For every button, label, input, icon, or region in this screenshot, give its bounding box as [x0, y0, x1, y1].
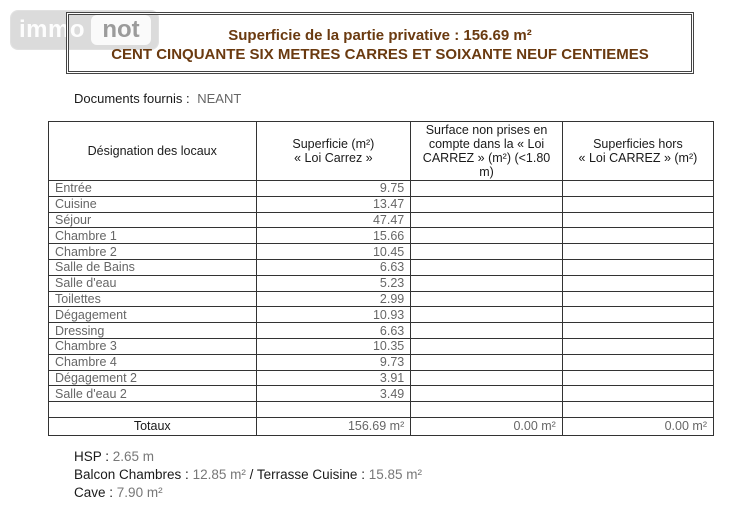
non-prises-value — [411, 323, 563, 339]
cave-line — [74, 484, 422, 502]
room-name: Dégagement — [49, 307, 257, 323]
cave-value: 7.90 m² — [116, 485, 163, 500]
hors-value — [562, 181, 713, 197]
room-name: Chambre 1 — [49, 228, 257, 244]
table-row — [49, 291, 714, 307]
table-row — [49, 212, 714, 228]
carrez-value: 9.73 — [256, 354, 411, 370]
header-carrez: Superficie (m²) « Loi Carrez » — [256, 122, 411, 181]
hsp-label: HSP : — [74, 449, 110, 464]
page-subtitle: CENT CINQUANTE SIX METRES CARRES ET SOIXANTE NEUF CENTIEMES — [111, 46, 649, 63]
table-row — [49, 402, 714, 418]
hors-value — [562, 212, 713, 228]
hors-value — [562, 196, 713, 212]
non-prises-value — [411, 196, 563, 212]
table-row — [49, 307, 714, 323]
totals-row — [49, 417, 714, 435]
totals-hors: 0.00 m² — [562, 417, 713, 435]
hors-value — [562, 386, 713, 402]
totals-label: Totaux — [49, 417, 257, 435]
carrez-value: 6.63 — [256, 323, 411, 339]
balcon-value: 12.85 m² — [192, 467, 246, 482]
room-name: Cuisine — [49, 196, 257, 212]
hors-value — [562, 291, 713, 307]
table-row — [49, 259, 714, 275]
totals-non-prises: 0.00 m² — [411, 417, 563, 435]
non-prises-value — [411, 354, 563, 370]
hors-value — [562, 307, 713, 323]
separator: / — [249, 467, 254, 482]
non-prises-value — [411, 402, 563, 418]
header-non-prises: Surface non prises en compte dans la « Loi CARREZ » (m²) (<1.80 m) — [411, 122, 563, 181]
carrez-value: 10.45 — [256, 244, 411, 260]
page-title: Superficie de la partie privative : 156.69 m² — [228, 27, 532, 44]
room-name: Dégagement 2 — [49, 370, 257, 386]
hors-value — [562, 259, 713, 275]
carrez-value: 10.93 — [256, 307, 411, 323]
non-prises-value — [411, 228, 563, 244]
hors-value — [562, 275, 713, 291]
table-row — [49, 354, 714, 370]
hors-value — [562, 354, 713, 370]
table-row — [49, 386, 714, 402]
hsp-value: 2.65 m — [112, 449, 155, 464]
extras-block — [74, 448, 422, 502]
totals-carrez: 156.69 m² — [256, 417, 411, 435]
carrez-value: 47.47 — [256, 212, 411, 228]
carrez-value: 3.91 — [256, 370, 411, 386]
room-name: Séjour — [49, 212, 257, 228]
header-designation: Désignation des locaux — [49, 122, 257, 181]
table-row — [49, 196, 714, 212]
non-prises-value — [411, 244, 563, 260]
table-row — [49, 181, 714, 197]
room-name: Toilettes — [49, 291, 257, 307]
table-header-row — [49, 122, 714, 181]
non-prises-value — [411, 338, 563, 354]
non-prises-value — [411, 259, 563, 275]
non-prises-value — [411, 370, 563, 386]
table-row — [49, 244, 714, 260]
room-name: Salle de Bains — [49, 259, 257, 275]
carrez-value: 15.66 — [256, 228, 411, 244]
carrez-value: 6.63 — [256, 259, 411, 275]
documents-label: Documents fournis : — [74, 91, 190, 106]
room-name — [49, 402, 257, 418]
non-prises-value — [411, 307, 563, 323]
non-prises-value — [411, 181, 563, 197]
hsp-line — [74, 448, 422, 466]
room-name: Chambre 2 — [49, 244, 257, 260]
hors-value — [562, 244, 713, 260]
documents-line — [74, 91, 241, 106]
hors-value — [562, 338, 713, 354]
table-row — [49, 228, 714, 244]
carrez-value: 5.23 — [256, 275, 411, 291]
header-hors: Superficies hors « Loi CARREZ » (m²) — [562, 122, 713, 181]
non-prises-value — [411, 275, 563, 291]
terrasse-label: Terrasse Cuisine : — [256, 467, 365, 482]
table-row — [49, 275, 714, 291]
balcon-label: Balcon Chambres : — [74, 467, 189, 482]
terrasse-value: 15.85 m² — [368, 467, 422, 482]
room-name: Salle d'eau 2 — [49, 386, 257, 402]
cave-label: Cave : — [74, 485, 114, 500]
watermark-text-not: not — [91, 15, 151, 45]
non-prises-value — [411, 212, 563, 228]
carrez-value: 9.75 — [256, 181, 411, 197]
carrez-value — [256, 402, 411, 418]
balcon-terrasse-line — [74, 466, 422, 484]
hors-value — [562, 323, 713, 339]
non-prises-value — [411, 291, 563, 307]
table-row — [49, 338, 714, 354]
hors-value — [562, 402, 713, 418]
table-row — [49, 370, 714, 386]
room-name: Chambre 4 — [49, 354, 257, 370]
room-name: Entrée — [49, 181, 257, 197]
table-row — [49, 323, 714, 339]
hors-value — [562, 370, 713, 386]
non-prises-value — [411, 386, 563, 402]
hors-value — [562, 228, 713, 244]
room-name: Salle d'eau — [49, 275, 257, 291]
title-box — [66, 12, 694, 74]
room-name: Dressing — [49, 323, 257, 339]
watermark-text-immo: immo — [19, 16, 86, 43]
carrez-value: 2.99 — [256, 291, 411, 307]
carrez-value: 13.47 — [256, 196, 411, 212]
carrez-value: 10.35 — [256, 338, 411, 354]
documents-value: NEANT — [197, 91, 242, 106]
room-name: Chambre 3 — [49, 338, 257, 354]
surface-table — [48, 121, 714, 436]
carrez-value: 3.49 — [256, 386, 411, 402]
